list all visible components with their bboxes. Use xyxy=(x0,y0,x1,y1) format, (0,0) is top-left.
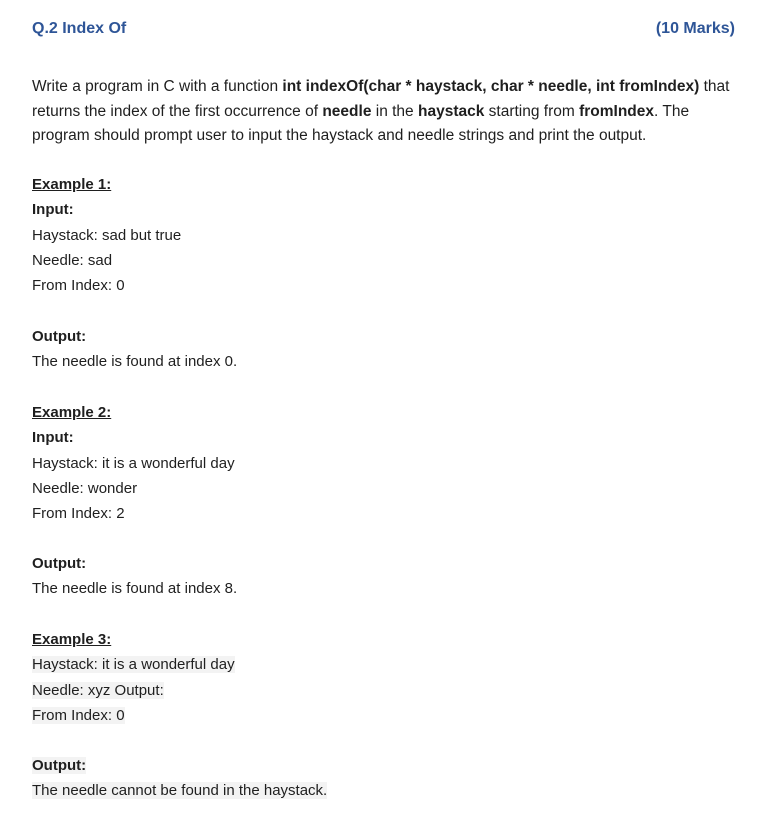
haystack-line: Haystack: it is a wonderful day xyxy=(32,454,235,472)
desc-text-5: . The program should prompt user to input the haystack and needle strings and print the output. xyxy=(32,102,690,144)
from-index-line: From Index: 0 xyxy=(32,277,125,295)
desc-text-2: that returns the index of the first occurrence of xyxy=(32,78,730,120)
from-index-line: From Index: 0 xyxy=(32,706,125,724)
example-title: Example 1: xyxy=(32,176,112,193)
question-marks: (10 Marks) xyxy=(655,20,735,37)
example-3 xyxy=(32,627,235,728)
output-label: Output: xyxy=(32,757,87,774)
desc-needle: needle xyxy=(322,102,372,120)
desc-text-3: in the xyxy=(371,102,418,120)
input-label: Input: xyxy=(32,429,74,447)
question-title: Q.2 Index Of xyxy=(32,20,127,37)
desc-text-4: starting from xyxy=(484,102,580,120)
output-line: The needle is found at index 8. xyxy=(32,580,238,598)
example-1 xyxy=(32,172,181,298)
needle-line: Needle: sad xyxy=(32,251,113,269)
output-line: The needle cannot be found in the haystack. xyxy=(32,782,328,800)
example-1-output xyxy=(32,324,237,375)
desc-fromindex: fromIndex xyxy=(579,102,655,120)
output-line: The needle is found at index 0. xyxy=(32,353,238,371)
example-2-output xyxy=(32,551,237,602)
needle-line: Needle: wonder xyxy=(32,479,138,497)
desc-function-signature: int indexOf(char * haystack, char * needle, int fromIndex) xyxy=(282,78,700,95)
haystack-line: Haystack: it is a wonderful day xyxy=(32,656,235,674)
example-title: Example 3: xyxy=(32,631,112,648)
input-label: Input: xyxy=(32,201,74,219)
output-label: Output: xyxy=(32,555,87,572)
from-index-line: From Index: 2 xyxy=(32,505,125,523)
example-2 xyxy=(32,400,235,526)
example-title: Example 2: xyxy=(32,404,112,421)
desc-text-1: Write a program in C with a function xyxy=(32,78,283,95)
haystack-line: Haystack: sad but true xyxy=(32,226,182,244)
needle-line: Needle: xyz Output: xyxy=(32,681,164,699)
example-3-output xyxy=(32,753,327,804)
output-label: Output: xyxy=(32,328,87,345)
desc-haystack: haystack xyxy=(417,102,485,120)
question-description xyxy=(32,75,747,149)
question-header xyxy=(32,20,735,38)
